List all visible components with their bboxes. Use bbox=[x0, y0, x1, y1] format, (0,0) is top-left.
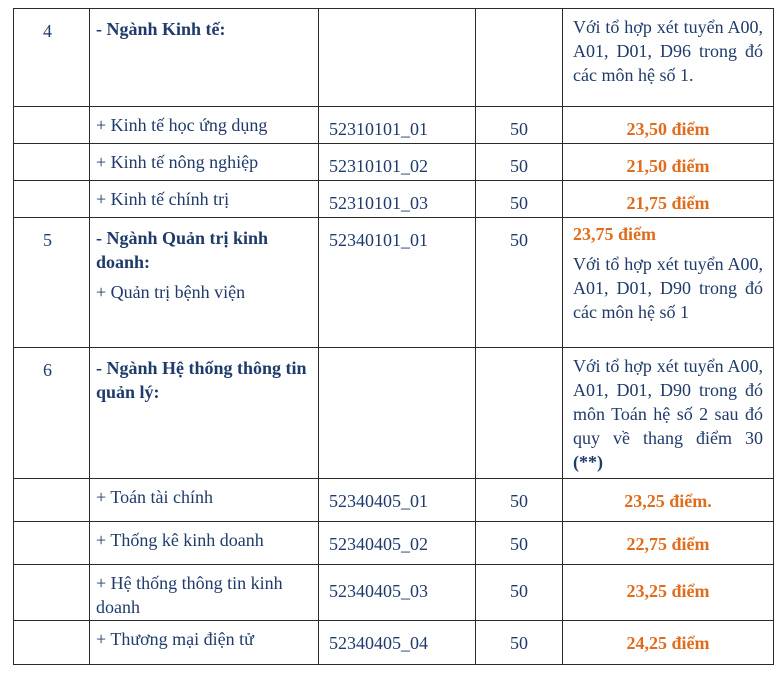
table-row bbox=[14, 565, 774, 621]
row-number bbox=[14, 522, 90, 565]
row-number: 5 bbox=[14, 218, 90, 348]
table-row bbox=[14, 522, 774, 565]
program-name: + Kinh tế chính trị bbox=[90, 181, 319, 218]
program-name: + Hệ thống thông tin kinh doanh bbox=[90, 565, 319, 621]
program-quota: 50 bbox=[476, 479, 563, 522]
code-cell bbox=[319, 348, 476, 479]
program-code: 52340405_01 bbox=[319, 479, 476, 522]
code-cell bbox=[319, 9, 476, 107]
criteria-text: Với tổ hợp xét tuyển A00, A01, D01, D90 trong đó môn Toán hệ số 2 sau đó quy về thang điểm 30 bbox=[573, 356, 763, 448]
program-name: + Kinh tế học ứng dụng bbox=[90, 107, 319, 144]
row-number bbox=[14, 107, 90, 144]
major-name: - Ngành Kinh tế: bbox=[90, 9, 319, 107]
table-row bbox=[14, 348, 774, 479]
row-number: 4 bbox=[14, 9, 90, 107]
table-row bbox=[14, 144, 774, 181]
row-number bbox=[14, 621, 90, 665]
row-number bbox=[14, 144, 90, 181]
program-code: 52340405_02 bbox=[319, 522, 476, 565]
program-quota: 50 bbox=[476, 107, 563, 144]
cutoff-score: 23,25 điểm. bbox=[563, 479, 774, 522]
program-name: + Toán tài chính bbox=[90, 479, 319, 522]
cutoff-score: 21,75 điểm bbox=[563, 181, 774, 218]
program-code: 52310101_01 bbox=[319, 107, 476, 144]
cutoff-score: 24,25 điểm bbox=[563, 621, 774, 665]
program-quota: 50 bbox=[476, 181, 563, 218]
program-quota: 50 bbox=[476, 565, 563, 621]
admission-score-table bbox=[13, 8, 774, 665]
admission-table-container bbox=[13, 8, 774, 665]
cutoff-score: 22,75 điểm bbox=[563, 522, 774, 565]
table-row bbox=[14, 181, 774, 218]
program-name: + Thương mại điện tử bbox=[90, 621, 319, 665]
program-code: 52340405_03 bbox=[319, 565, 476, 621]
program-code: 52340405_04 bbox=[319, 621, 476, 665]
cutoff-score: 21,50 điểm bbox=[563, 144, 774, 181]
table-row bbox=[14, 479, 774, 522]
criteria-note bbox=[563, 348, 774, 479]
row-number: 6 bbox=[14, 348, 90, 479]
program-code: 52310101_02 bbox=[319, 144, 476, 181]
program-code: 52310101_03 bbox=[319, 181, 476, 218]
program-name: + Thống kê kinh doanh bbox=[90, 522, 319, 565]
row-number bbox=[14, 479, 90, 522]
cutoff-score: 23,75 điểm bbox=[573, 224, 656, 244]
program-quota: 50 bbox=[476, 621, 563, 665]
quota-cell bbox=[476, 348, 563, 479]
row-number bbox=[14, 565, 90, 621]
program-quota: 50 bbox=[476, 218, 563, 348]
table-row bbox=[14, 9, 774, 107]
major-name: - Ngành Quản trị kinh doanh: bbox=[96, 228, 269, 272]
criteria-note: Với tổ hợp xét tuyển A00, A01, D01, D90 trong đó các môn hệ số 1 bbox=[573, 254, 763, 322]
criteria-note: Với tổ hợp xét tuyển A00, A01, D01, D96 trong đó các môn hệ số 1. bbox=[563, 9, 774, 107]
footnote-mark: (**) bbox=[573, 452, 603, 472]
program-code: 52340101_01 bbox=[319, 218, 476, 348]
table-row bbox=[14, 107, 774, 144]
row-number bbox=[14, 181, 90, 218]
major-name: - Ngành Hệ thống thông tin quản lý: bbox=[90, 348, 319, 479]
program-quota: 50 bbox=[476, 522, 563, 565]
table-row bbox=[14, 621, 774, 665]
table-row bbox=[14, 218, 774, 348]
program-quota: 50 bbox=[476, 144, 563, 181]
cutoff-score: 23,50 điểm bbox=[563, 107, 774, 144]
program-name: + Kinh tế nông nghiệp bbox=[90, 144, 319, 181]
program-name: + Quản trị bệnh viện bbox=[96, 282, 246, 302]
major-cell bbox=[90, 218, 319, 348]
quota-cell bbox=[476, 9, 563, 107]
cutoff-score: 23,25 điểm bbox=[563, 565, 774, 621]
score-and-criteria-cell bbox=[563, 218, 774, 348]
